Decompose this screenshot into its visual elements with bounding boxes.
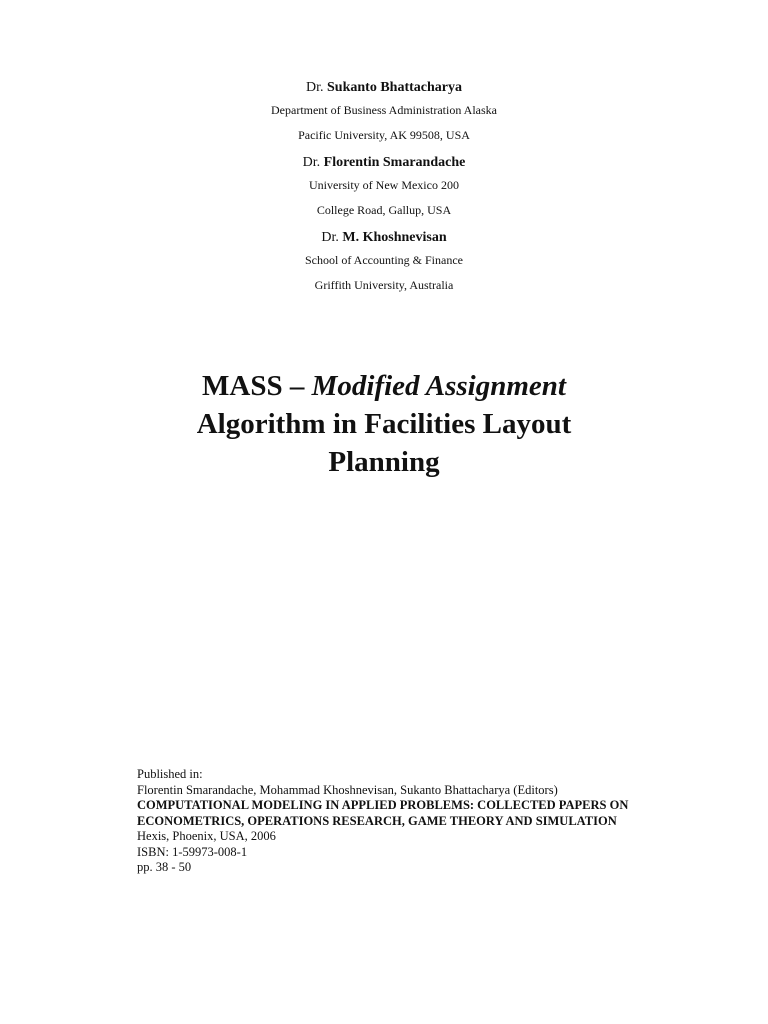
book-title-line-1: COMPUTATIONAL MODELING IN APPLIED PROBLEMS: COLLECTED PAPERS ON bbox=[137, 798, 629, 812]
author-name bbox=[0, 153, 768, 173]
author-affiliation-line: School of Accounting & Finance bbox=[305, 253, 463, 267]
paper-title bbox=[0, 367, 768, 481]
published-in-heading: Published in: bbox=[137, 767, 203, 781]
title-line-3: Planning bbox=[328, 446, 440, 478]
author-list bbox=[0, 78, 768, 298]
author-affiliation-line: Griffith University, Australia bbox=[314, 278, 454, 292]
author-affiliation-line: Department of Business Administration Alaska bbox=[271, 103, 497, 117]
author-prefix: Dr. bbox=[306, 80, 324, 95]
author-prefix: Dr. bbox=[321, 230, 339, 245]
author-name-text: M. Khoshnevisan bbox=[342, 230, 447, 245]
editors-line: Florentin Smarandache, Mohammad Khoshnevisan, Sukanto Bhattacharya (Editors) bbox=[137, 782, 558, 797]
author-name bbox=[0, 78, 768, 98]
author-affiliation-line: University of New Mexico 200 bbox=[309, 178, 459, 192]
author-prefix: Dr. bbox=[302, 155, 321, 170]
author-name bbox=[0, 228, 768, 248]
title-italic: Modified Assignment bbox=[311, 370, 566, 402]
isbn-line: ISBN: 1-59973-008-1 bbox=[137, 844, 248, 859]
title-line-2: Algorithm in Facilities Layout bbox=[196, 408, 572, 440]
author-name-text: Florentin Smarandache bbox=[323, 155, 466, 170]
author-block bbox=[0, 153, 768, 223]
author-name-text: Sukanto Bhattacharya bbox=[327, 80, 462, 95]
author-block bbox=[0, 228, 768, 298]
pages-line: pp. 38 - 50 bbox=[137, 860, 192, 874]
publication-info bbox=[137, 767, 697, 876]
title-line-1 bbox=[0, 367, 768, 405]
book-title-line-2: ECONOMETRICS, OPERATIONS RESEARCH, GAME THEORY AND SIMULATION bbox=[137, 813, 617, 828]
author-affiliation-line: College Road, Gallup, USA bbox=[316, 203, 452, 217]
publisher-line: Hexis, Phoenix, USA, 2006 bbox=[137, 829, 276, 843]
title-part1: MASS – bbox=[202, 370, 305, 402]
author-block bbox=[0, 78, 768, 148]
author-affiliation-line: Pacific University, AK 99508, USA bbox=[298, 128, 470, 142]
